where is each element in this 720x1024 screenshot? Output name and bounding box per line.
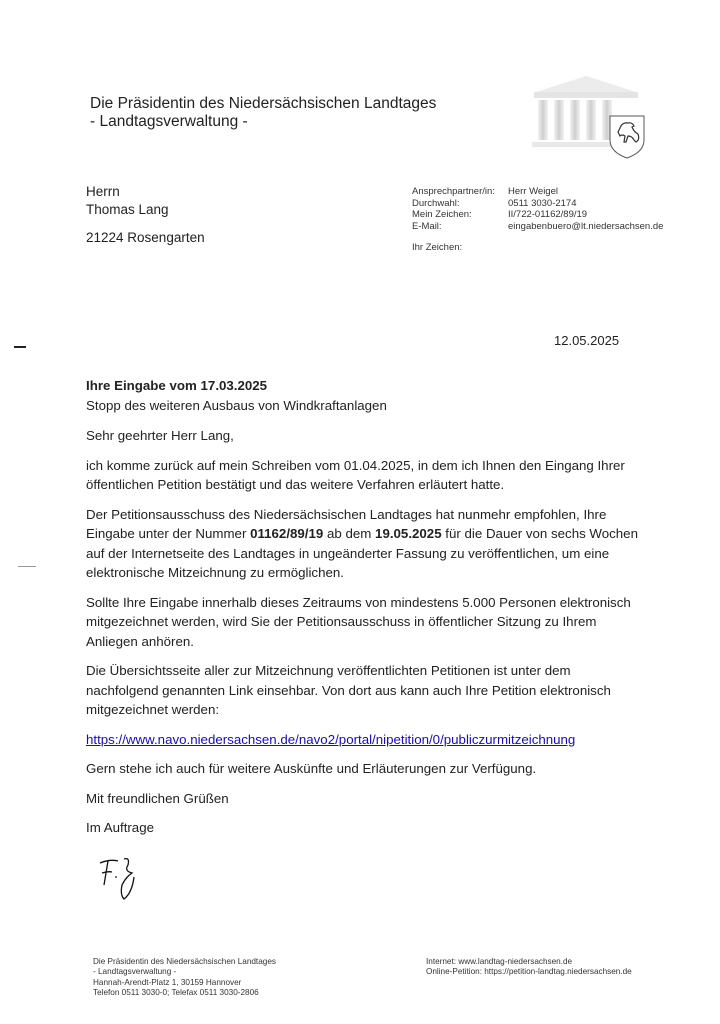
footer-left-line: Die Präsidentin des Niedersächsischen Landtages	[93, 957, 276, 966]
ihr-zeichen-label: Ihr Zeichen:	[412, 242, 463, 253]
recipient-salutation: Herrn	[86, 184, 120, 199]
landtag-logo	[528, 70, 648, 160]
p2-text-b: ab dem	[323, 526, 376, 541]
paragraph-2	[86, 505, 646, 583]
contact-value: II/722-01162/89/19	[508, 209, 588, 220]
paragraph-5: Gern stehe ich auch für weitere Auskünfte und Erläuterungen zur Verfügung.	[86, 761, 537, 776]
letter-closing: Mit freundlichen Grüßen	[86, 790, 229, 806]
letter-greeting: Sehr geehrter Herr Lang,	[86, 428, 234, 443]
recipient-address	[86, 183, 205, 247]
footer-left-line: - Landtagsverwaltung -	[93, 967, 177, 977]
p2-text-c: für die Dauer von sechs Wochen auf der Internetseite des Landtages in ungeänderter Fassung zu veröffentlichen, um eine elektronische Mitzeichnung zu ermöglichen.	[86, 526, 638, 580]
contact-value: 0511 3030-2174	[508, 197, 577, 209]
contact-row	[412, 198, 663, 210]
publication-date: 19.05.2025	[375, 526, 442, 541]
footer-online-petition: Online-Petition: https://petition-landtag.niedersachsen.de	[426, 967, 632, 977]
contact-row	[412, 186, 663, 198]
paragraph-3: Sollte Ihre Eingabe innerhalb dieses Zeitraums von mindestens 5.000 Personen elektronisch mitgezeichnet werden, wird Sie der Petitionsausschuss in öffentlicher Sitzung zu Ihrem Anliegen anhören.	[86, 594, 631, 649]
footer-internet: Internet: www.landtag-niedersachsen.de	[426, 957, 573, 966]
footer-left-line: Telefon 0511 3030-0; Telefax 0511 3030-2806	[93, 988, 259, 998]
fold-mark	[14, 346, 26, 348]
signature	[96, 855, 156, 910]
landtag-building-icon	[528, 70, 648, 160]
letterhead-line1: Die Präsidentin des Niedersächsischen Landtages	[90, 95, 437, 112]
footer-left-line: Hannah-Arendt-Platz 1, 30159 Hannover	[93, 977, 242, 987]
letter-date: 12.05.2025	[554, 333, 620, 348]
footer-address	[93, 957, 276, 999]
paragraph-1: ich komme zurück auf mein Schreiben vom 01.04.2025, in dem ich Ihnen den Eingang Ihrer öffentlichen Petition bestätigt und das weitere Verfahren erläutert hatte.	[86, 457, 625, 492]
recipient-name: Thomas Lang	[86, 202, 169, 217]
contact-email[interactable]: eingabenbuero@lt.niedersachsen.de	[508, 220, 664, 232]
letterhead	[90, 95, 436, 131]
petition-link[interactable]: https://www.navo.niedersachsen.de/navo2/portal/nipetition/0/publiczurmitzeichnung	[86, 731, 576, 747]
punch-mark	[18, 566, 36, 567]
petition-number: 01162/89/19	[250, 526, 324, 541]
contact-label: Ansprechpartner/in:	[412, 186, 495, 197]
contact-value: Herr Weigel	[508, 186, 558, 197]
contact-label: Mein Zeichen:	[412, 209, 472, 220]
horse-crest-icon	[610, 116, 644, 158]
p2-text-a: Der Petitionsausschuss des Niedersächsischen Landtages hat nunmehr empfohlen, Ihre Eingabe unter der Nummer	[86, 506, 607, 541]
contact-row	[412, 221, 663, 233]
letter-subject: Ihre Eingabe vom 17.03.2025	[86, 378, 268, 393]
footer-web	[426, 957, 632, 978]
letter-body	[86, 376, 646, 848]
recipient-city: 21224 Rosengarten	[86, 230, 205, 245]
letterhead-line2: - Landtagsverwaltung -	[90, 113, 248, 130]
contact-block	[412, 186, 663, 254]
paragraph-4: Die Übersichtsseite aller zur Mitzeichnung veröffentlichten Petitionen ist unter dem nachfolgend genannten Link einsehbar. Von dort aus kann auch Ihre Petition elektronisch mitgezeichnet werden:	[86, 663, 611, 717]
letter-subject-topic: Stopp des weiteren Ausbaus von Windkraftanlagen	[86, 397, 387, 413]
contact-label: E-Mail:	[412, 220, 442, 232]
contact-label: Durchwahl:	[412, 197, 460, 209]
handwritten-signature-icon	[96, 855, 156, 905]
im-auftrage: Im Auftrage	[86, 820, 154, 835]
contact-row	[412, 209, 663, 221]
